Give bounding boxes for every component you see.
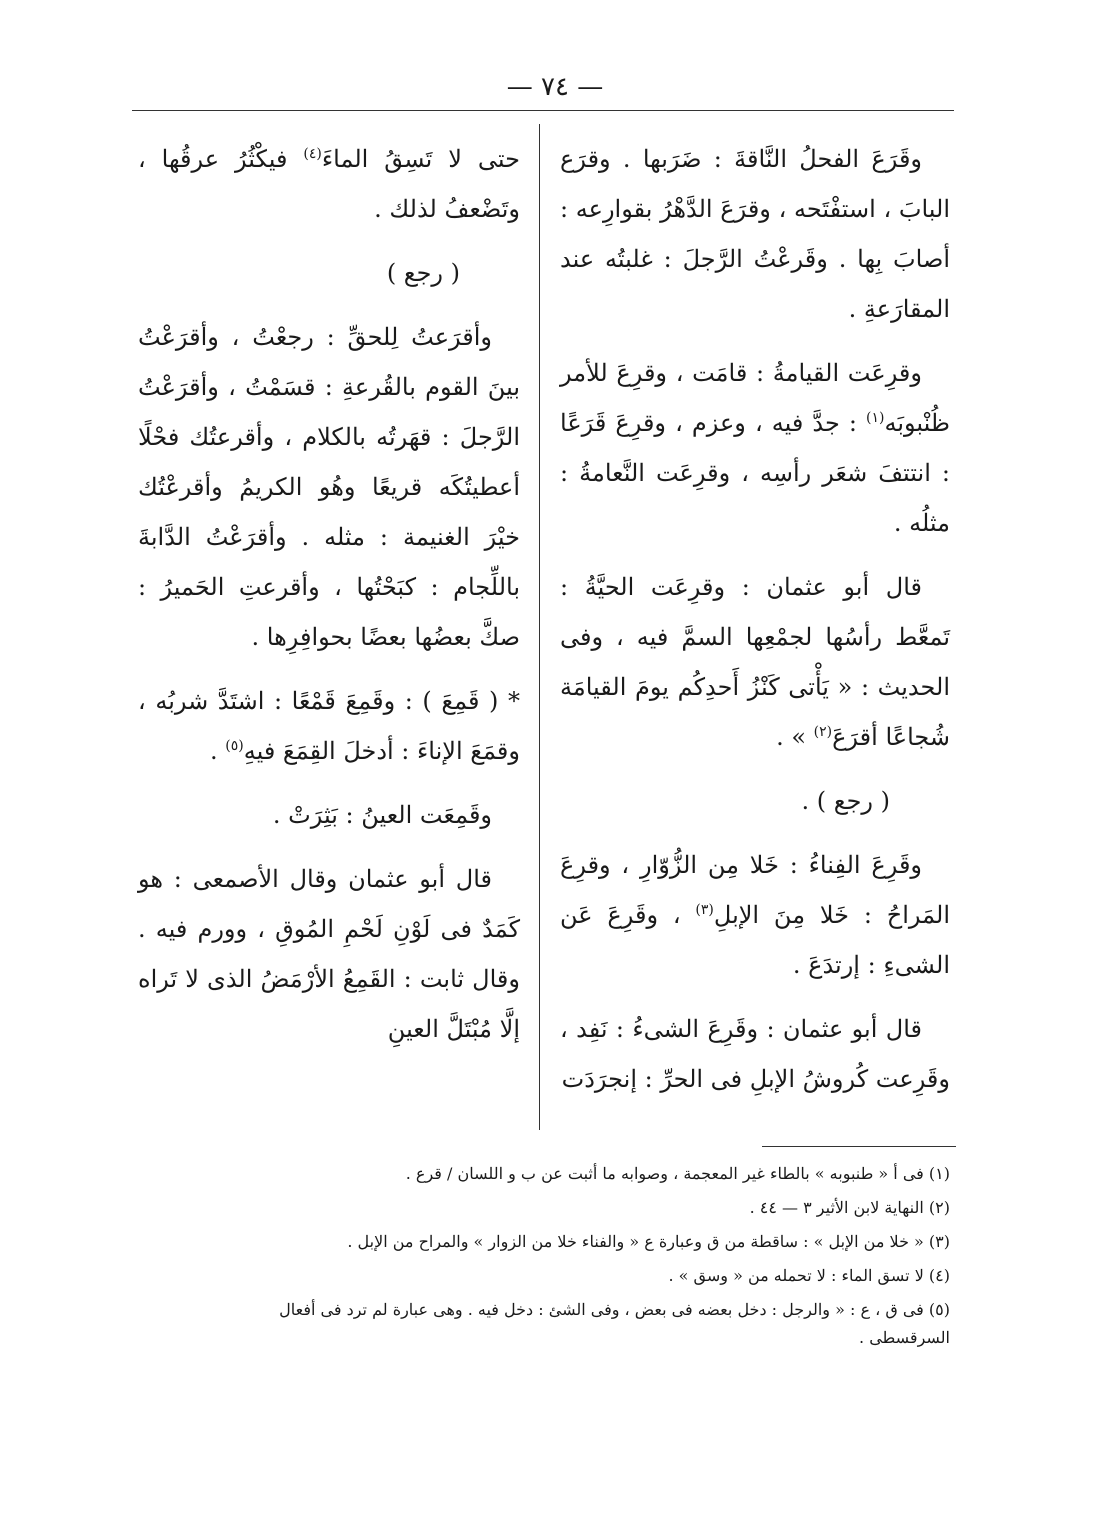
footnote: (٥) فى ق ، ع : « والرجل : دخل بعضه فى بعض ، وفى الشئ : دخل فيه . وهى عبارة لم ترد فى أفعال السرقسطى . [279, 1300, 950, 1347]
section-heading: ( رجع ) [386, 259, 460, 287]
column-divider [539, 124, 540, 1130]
footnote: (٤) لا تسق الماء : لا تحمله من « وسق » . [668, 1266, 950, 1285]
paragraph: وأقرَعتُ لِلحقِّ : رجعْتُ ، وأقرَعْتُ بينَ القوم بالقُرعةِ : قسَمْتُ ، وأقرَعْتُ الرَّجلَ : قهَرتُه بالكلام ، وأقرعتُك فحْلًا أعطيتُكَه قريعًا وهُو الكريمُ وأقرعْتُك خيْرَ الغنيمة : مثله . وأقرَعْتُ الدَّابةَ باللِّجام : كبَحْتُها ، وأقرعتِ الحَميرُ : صكَّ بعضُها بعضًا بحوافِرِها . [138, 323, 520, 651]
paragraph: قال أبو عثمان : وقَرِعَ الشىءُ : نَفِد ، وقَرِعت كُروشُ الإبلِ فى الحرِّ : إنجرَدَت [560, 1015, 950, 1093]
footnotes [238, 1160, 950, 1358]
header-rule [132, 110, 954, 111]
paragraph: حتى لا تَسِقُ الماءَ$^{(٤)}$ فيكْثُرُ عرقُها ، وتَضْعفُ لذلك . [138, 145, 520, 223]
paragraph: وقَرِعَ الفِناءُ : خَلا مِن الزُّوّارِ ، وقرِعَ المَراحُ : خَلا مِنَ الإبلِ$^{(٣)}$ ، وقَرِعَ عَن الشىءِ : إرتدَعَ . [560, 851, 950, 979]
right-column [560, 134, 950, 1118]
paragraph: وقرِعَت القيامةُ : قامَت ، وقرِعَ للأمر ظُنْبوبَه$^{(١)}$ : جدَّ فيه ، وعزم ، وقرِعَ قَرَعًا : انتتفَ شعَر رأسِه ، وقرِعَت النَّعامةُ : مثلُه . [560, 359, 951, 537]
paragraph: قال أبو عثمان وقال الأصمعى : هو كَمَدٌ فى لَوْنِ لَحْمِ المُوقِ ، وورم فيه . وقال ثابت : القَمِعُ الأرْمَضُ الذى لا تَراه إلَّا مُبْتَلَّ العينِ [138, 865, 520, 1043]
footnote-ref: (٤) [303, 146, 322, 162]
footnote-ref: (١) [866, 410, 885, 426]
paragraph: وقَرَعَ الفحلُ النَّاقةَ : ضَرَبها . وقرَع البابَ ، استفْتَحه ، وقرَعَ الدَّهْرُ بقوارِعه : أصابَ بِها . وقَرعْتُ الرَّجلَ : غلبتُه عند المقارَعةِ . [560, 145, 950, 323]
footnote-ref: (٣) [695, 902, 714, 918]
section-heading: ( رجع ) . [801, 787, 890, 815]
paragraph: وقَمِعَت العينُ : بَثِرَتْ . [272, 801, 492, 829]
paragraph: * ( قَمِعَ ) : وقَمِعَ قَمْعًا : اشتَدَّ شربُه ، وقمَعَ الإناءَ : أدخلَ القِمَعَ فيهِ$^{(٥)}$ . [138, 687, 520, 765]
paragraph: قال أبو عثمان : وقرِعَت الحيَّةُ : تَمعَّط رأسُها لجمْعِها السمَّ فيه ، وفى الحديث : « يَأْتى كَنْزُ أَحدِكُم يومَ القيامَة شُجاعًا أقرَعَ$^{(٢)}$ » . [560, 573, 950, 751]
page-number: — ٧٤ — [506, 72, 604, 102]
footnote-ref: (٥) [225, 738, 244, 754]
footnote: (٢) النهاية لابن الأثير ٣ — ٤٤ . [749, 1198, 950, 1217]
footnote-rule [762, 1146, 956, 1147]
left-column [138, 134, 520, 1068]
footnote-ref: (٢) [813, 724, 833, 740]
footnote: (٣) « خلا من الإبل » : ساقطة من ق وعبارة ع « والفناء خلا من الزوار » والمراح من الإبل . [347, 1232, 950, 1251]
footnote: (١) فى أ « طنبوبه » بالطاء غير المعجمة ، وصوابه ما أثبت عن ب و اللسان / قرع . [405, 1164, 950, 1183]
